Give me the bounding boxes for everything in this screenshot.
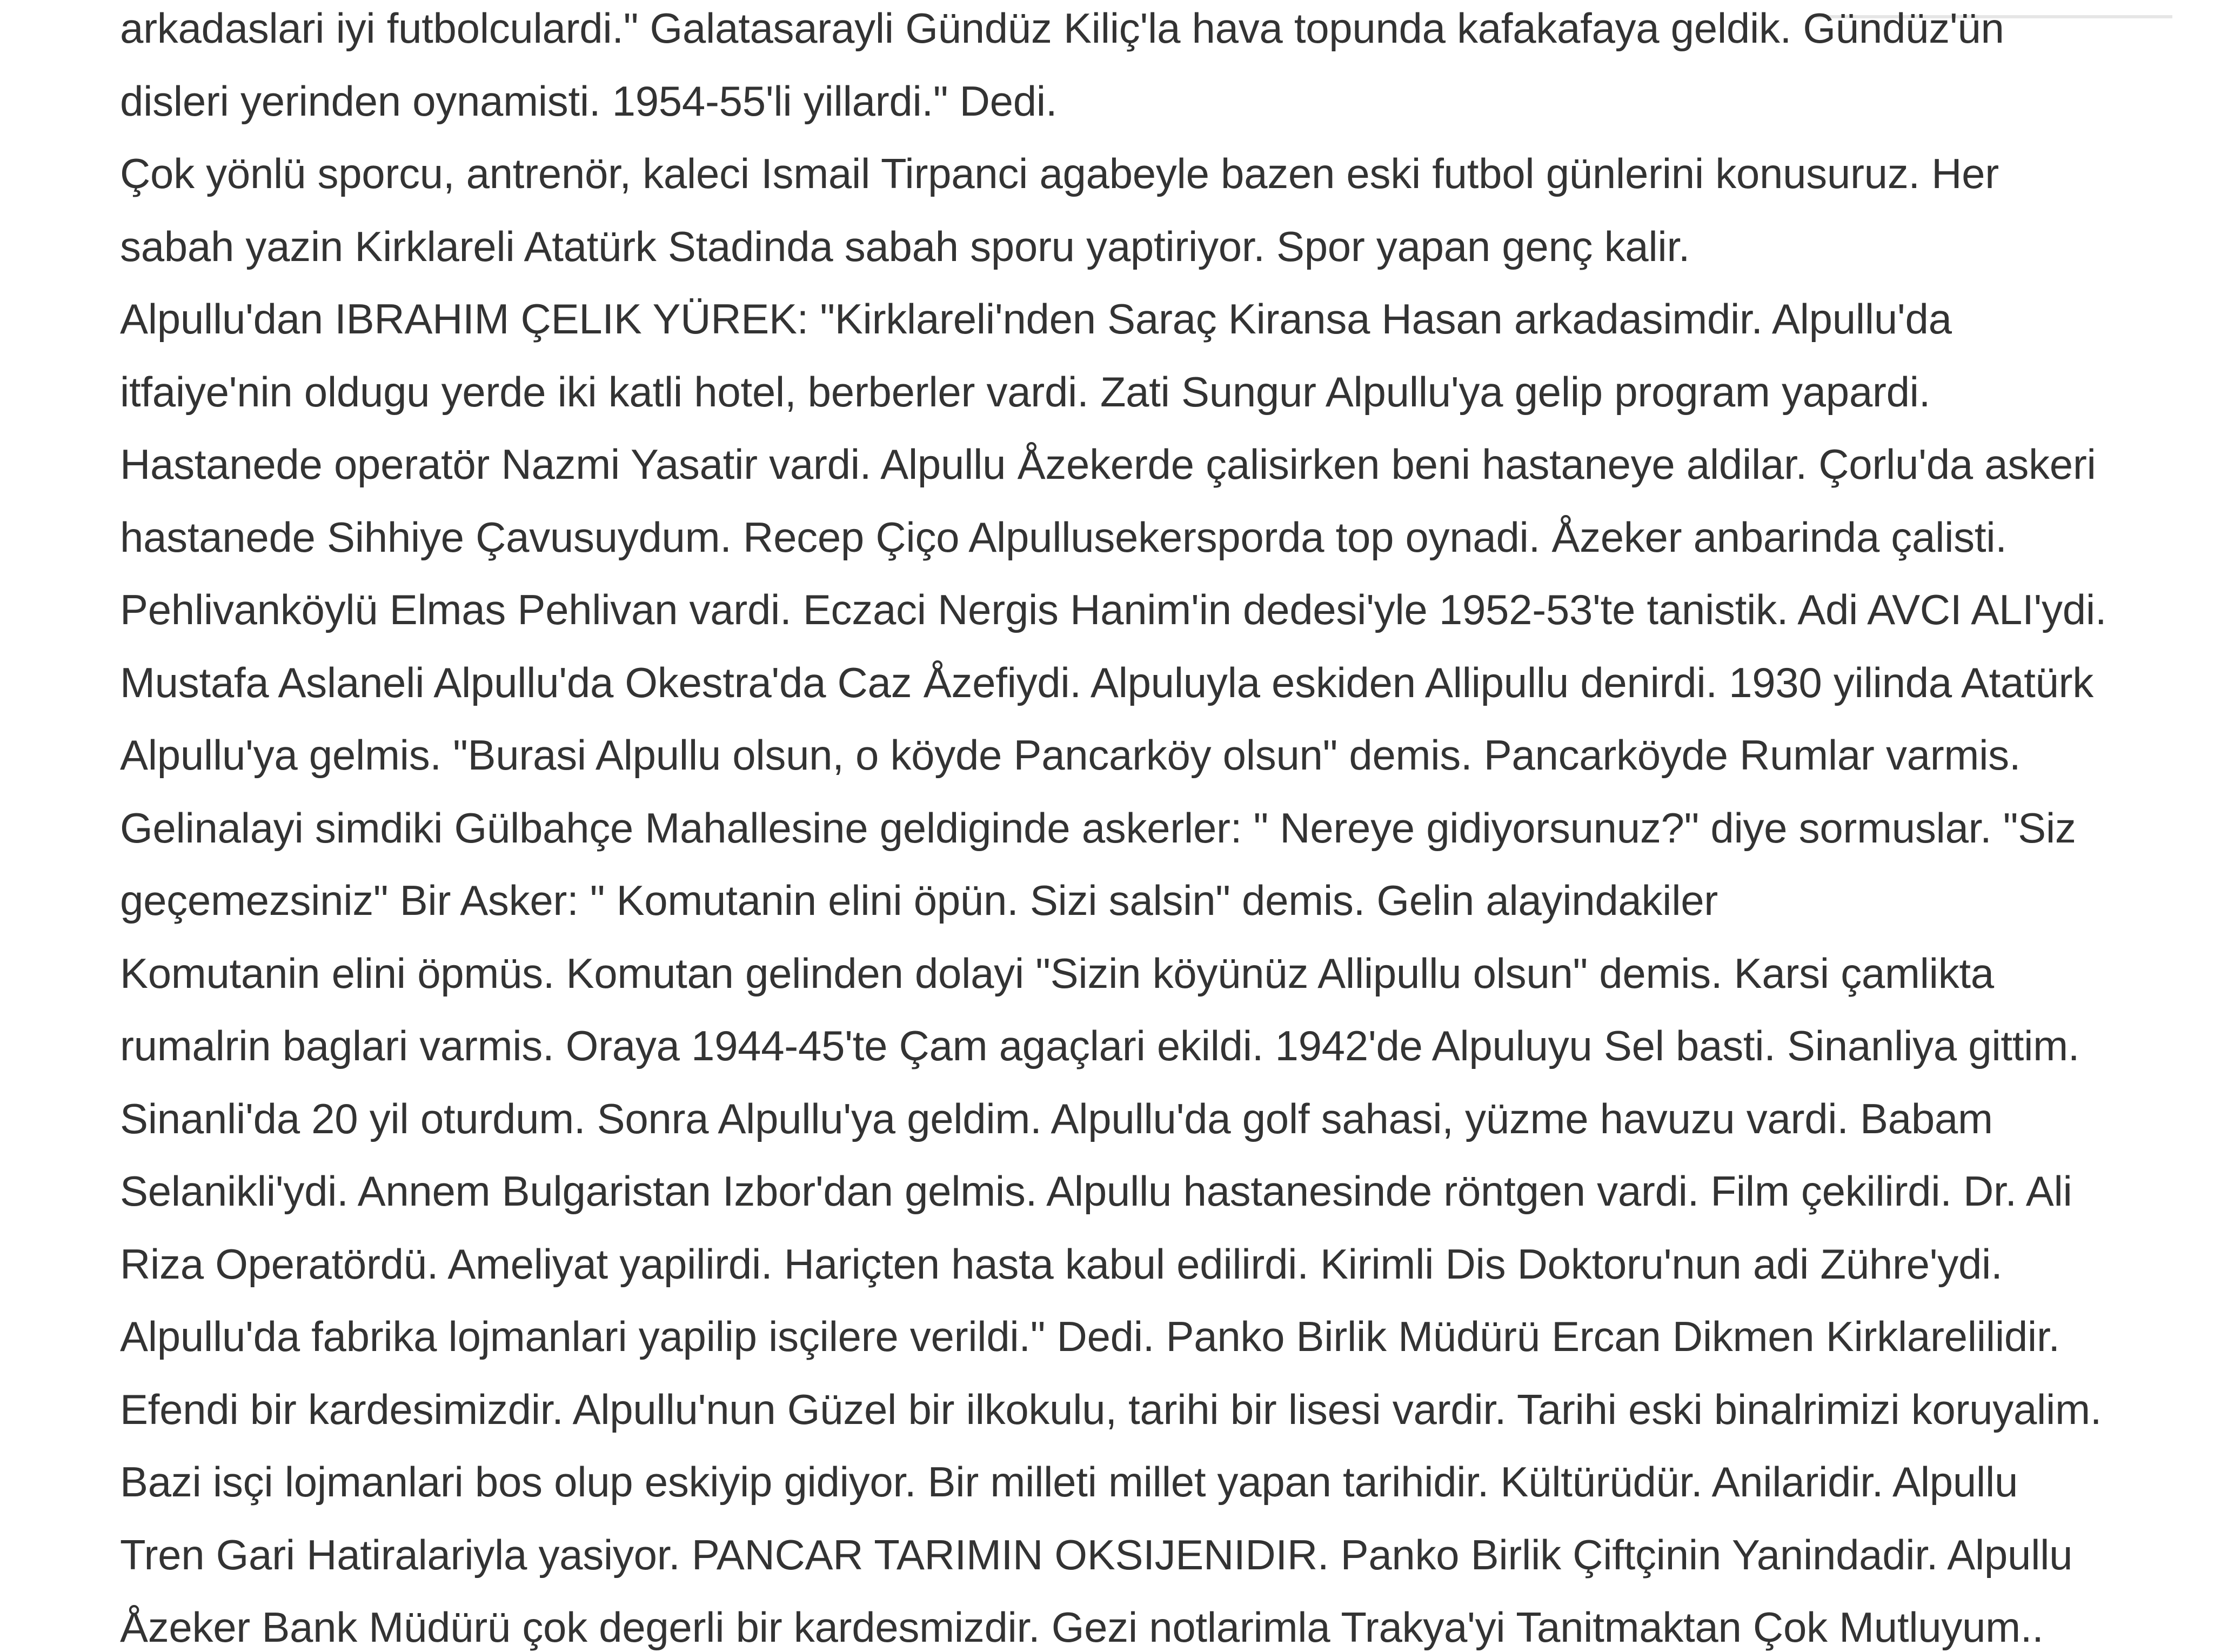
text-line: rumalrin baglari varmis. Oraya 1944-45'te Çam agaçlari ekildi. 1942'de Alpuluyu Sel basti. Sinanliya gittim. <box>120 1022 2080 1069</box>
text-line: Çok yönlü sporcu, antrenör, kaleci Ismail Tirpanci agabeyle bazen eski futbol günlerini konusuruz. Her <box>120 150 1999 197</box>
text-line: Sinanli'da 20 yil oturdum. Sonra Alpullu'ya geldim. Alpullu'da golf sahasi, yüzme havuzu vardi. Babam <box>120 1094 1993 1142</box>
text-line: arkadaslari iyi futbolculardi." Galatasarayli Gündüz Kiliç'la hava topunda kafakafaya geldik. Gündüz'ün <box>120 4 2004 52</box>
article-text <box>120 0 2211 1652</box>
text-line: itfaiye'nin oldugu yerde iki katli hotel, berberler vardi. Zati Sungur Alpullu'ya gelip program yapardi. <box>120 367 1931 416</box>
text-line: Riza Operatördü. Ameliyat yapilirdi. Hariçten hasta kabul edilirdi. Kirimli Dis Doktoru'nun adi Zühre'ydi. <box>120 1240 2003 1288</box>
text-line: geçemezsiniz" Bir Asker: " Komutanin elini öpün. Sizi salsin" demis. Gelin alayindakiler <box>120 877 1718 924</box>
text-line: Hastanede operatör Nazmi Yasatir vardi. Alpullu Åzekerde çalisirken beni hastaneye aldilar. Çorlu'da askeri <box>120 440 2096 488</box>
text-line: Gelinalayi simdiki Gülbahçe Mahallesine geldiginde askerler: " Nereye gidiyorsunuz?" diye sormuslar. "Siz <box>120 804 2076 852</box>
text-line: Selanikli'ydi. Annem Bulgaristan Izbor'dan gelmis. Alpullu hastanesinde röntgen vardi. Film çekilirdi. Dr. Ali <box>120 1167 2072 1215</box>
text-line: Komutanin elini öpmüs. Komutan gelinden dolayi "Sizin köyünüz Allipullu olsun" demis. Karsi çamlikta <box>120 949 1994 997</box>
text-line: Åzeker Bank Müdürü çok degerli bir kardesmizdir. Gezi notlarimla Trakya'yi Tanitmaktan Çok Mutluyum.. <box>120 1603 2044 1651</box>
text-line: disleri yerinden oynamisti. 1954-55'li yillardi." Dedi. <box>120 77 1058 125</box>
text-line: Efendi bir kardesimizdir. Alpullu'nun Güzel bir ilkokulu, tarihi bir lisesi vardir. Tarihi eski binalrimizi koruyalim. <box>120 1385 2102 1433</box>
text-line: Alpullu'dan IBRAHIM ÇELIK YÜREK: "Kirklareli'nden Saraç Kiransa Hasan arkadasimdir. Alpullu'da <box>120 295 1952 343</box>
text-line: Alpullu'ya gelmis. "Burasi Alpullu olsun, o köyde Pancarköy olsun" demis. Pancarköyde Rumlar varmis. <box>120 731 2021 779</box>
text-line: hastanede Sihhiye Çavusuydum. Recep Çiço Alpullusekersporda top oynadi. Åzeker anbarinda çalisti. <box>120 513 2007 561</box>
text-line: Tren Gari Hatiralariyla yasiyor. PANCAR TARIMIN OKSIJENIDIR. Panko Birlik Çiftçinin Yanindadir. Alpullu <box>120 1530 2073 1579</box>
text-line: sabah yazin Kirklareli Atatürk Stadinda sabah sporu yaptiriyor. Spor yapan genç kalir. <box>120 222 1690 270</box>
text-line: Mustafa Aslaneli Alpullu'da Okestra'da Caz Åzefiydi. Alpuluyla eskiden Allipullu denirdi. 1930 yilinda Atatürk <box>120 658 2093 706</box>
text-line: Pehlivanköylü Elmas Pehlivan vardi. Eczaci Nergis Hanim'in dedesi'yle 1952-53'te tanistik. Adi AVCI ALI'ydi. <box>120 586 2107 633</box>
text-line: Alpullu'da fabrika lojmanlari yapilip isçilere verildi." Dedi. Panko Birlik Müdürü Ercan Dikmen Kirklarelilidir. <box>120 1313 2060 1360</box>
text-line: Bazi isçi lojmanlari bos olup eskiyip gidiyor. Bir milleti millet yapan tarihidir. Kültürüdür. Anilaridir. Alpullu <box>120 1458 2018 1506</box>
